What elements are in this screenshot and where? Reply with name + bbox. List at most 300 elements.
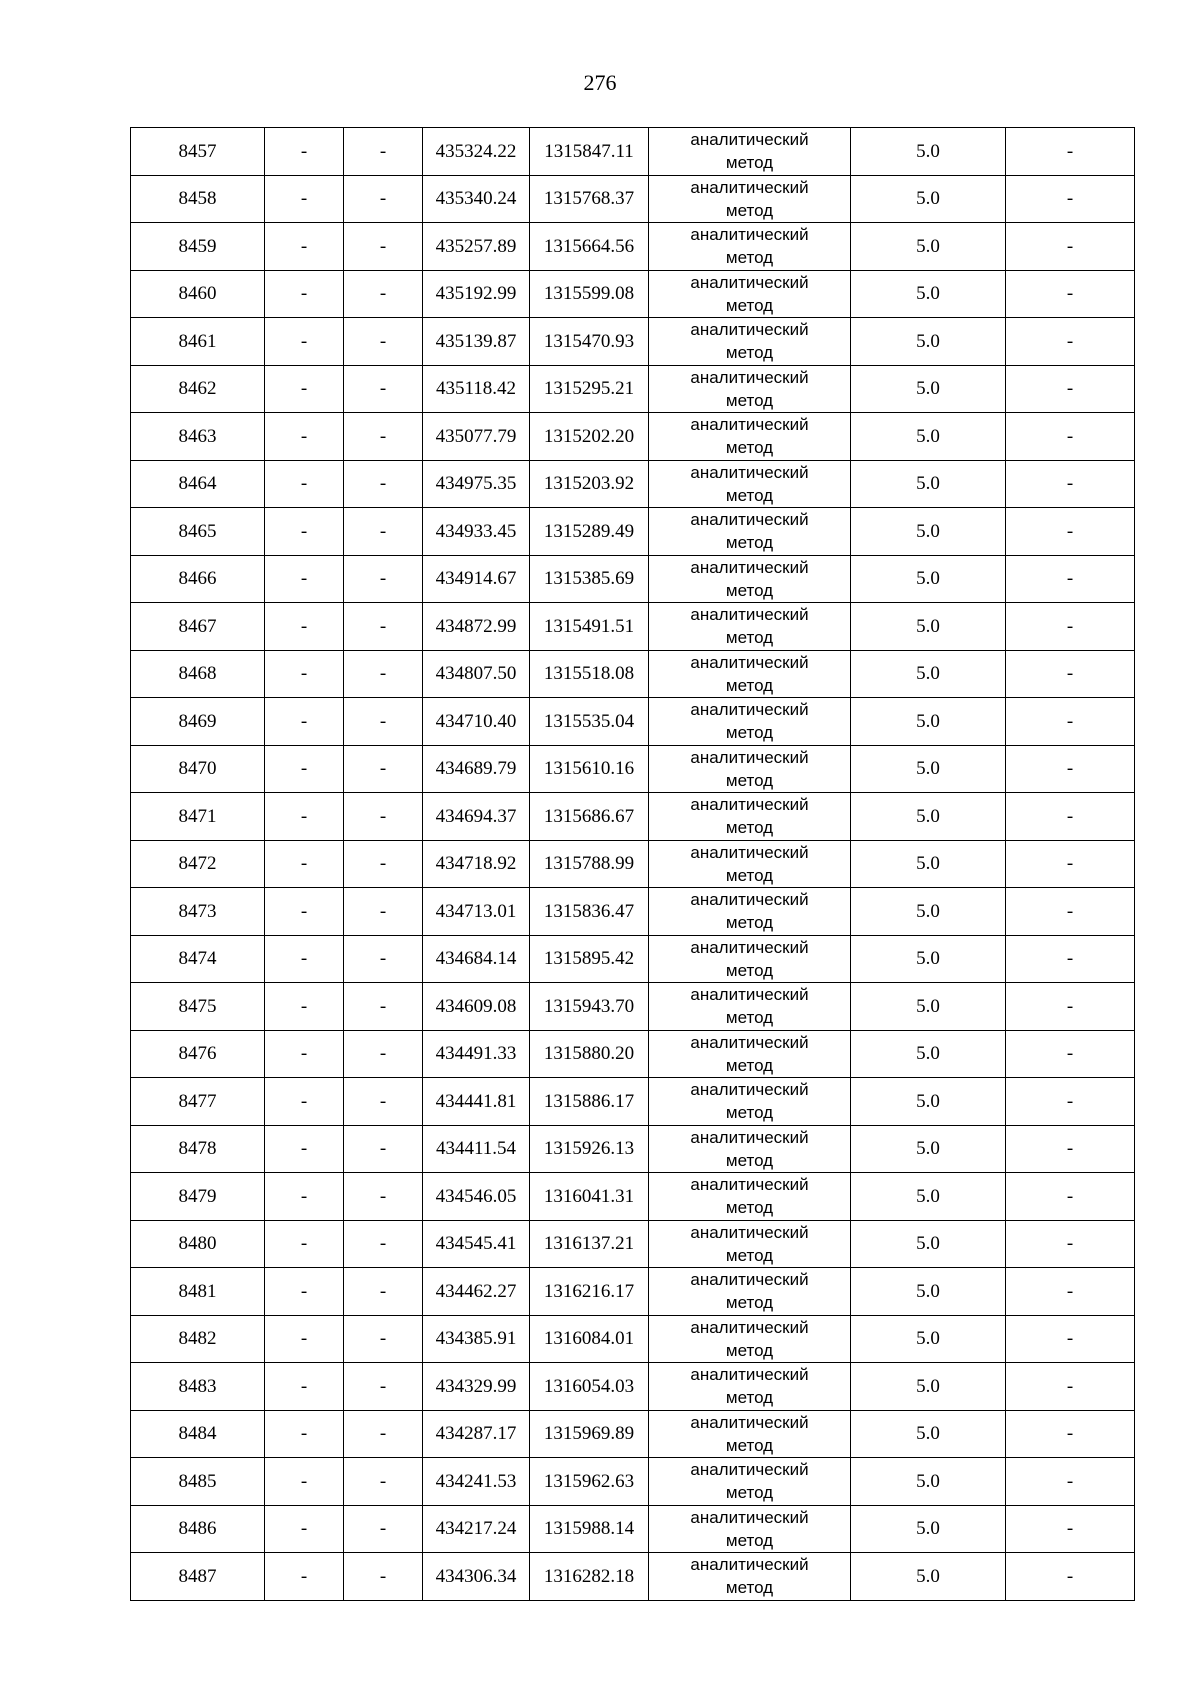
method-line-1: аналитический xyxy=(690,1460,809,1480)
point-number-cell: 8462 xyxy=(131,365,265,413)
y-coordinate-cell: 1316137.21 xyxy=(530,1220,649,1268)
note-cell: - xyxy=(1006,1173,1135,1221)
method-line-2: метод xyxy=(725,438,774,458)
y-coordinate-cell: 1315295.21 xyxy=(530,365,649,413)
table-row xyxy=(131,318,1135,366)
method-cell xyxy=(649,318,851,366)
empty-value-cell: - xyxy=(265,745,344,793)
method-cell xyxy=(649,1125,851,1173)
method-cell xyxy=(649,1553,851,1601)
method-line-1: аналитический xyxy=(690,605,809,625)
y-coordinate-cell: 1315385.69 xyxy=(530,555,649,603)
y-coordinate-cell: 1315599.08 xyxy=(530,270,649,318)
table-row xyxy=(131,508,1135,556)
empty-value-cell: - xyxy=(344,1553,423,1601)
method-line-2: метод xyxy=(725,200,774,220)
empty-value-cell: - xyxy=(265,175,344,223)
accuracy-cell: 5.0 xyxy=(851,603,1006,651)
method-line-1: аналитический xyxy=(690,1555,809,1575)
accuracy-cell: 5.0 xyxy=(851,175,1006,223)
x-coordinate-cell: 434441.81 xyxy=(423,1078,530,1126)
point-number-cell: 8469 xyxy=(131,698,265,746)
method-line-1: аналитический xyxy=(690,367,809,387)
empty-value-cell: - xyxy=(344,1315,423,1363)
point-number-cell: 8465 xyxy=(131,508,265,556)
method-line-1: аналитический xyxy=(690,462,809,482)
point-number-cell: 8468 xyxy=(131,650,265,698)
table-row xyxy=(131,1363,1135,1411)
note-cell: - xyxy=(1006,1078,1135,1126)
accuracy-cell: 5.0 xyxy=(851,745,1006,793)
note-cell: - xyxy=(1006,365,1135,413)
point-number-cell: 8459 xyxy=(131,223,265,271)
point-number-cell: 8483 xyxy=(131,1363,265,1411)
point-number-cell: 8473 xyxy=(131,888,265,936)
empty-value-cell: - xyxy=(344,603,423,651)
method-line-2: метод xyxy=(725,533,774,553)
note-cell: - xyxy=(1006,128,1135,176)
method-cell xyxy=(649,745,851,793)
method-line-1: аналитический xyxy=(690,1507,809,1527)
method-cell xyxy=(649,1315,851,1363)
empty-value-cell: - xyxy=(344,1458,423,1506)
method-cell xyxy=(649,223,851,271)
x-coordinate-cell: 435118.42 xyxy=(423,365,530,413)
table-row xyxy=(131,935,1135,983)
x-coordinate-cell: 434914.67 xyxy=(423,555,530,603)
table-row xyxy=(131,1410,1135,1458)
y-coordinate-cell: 1315518.08 xyxy=(530,650,649,698)
method-line-1: аналитический xyxy=(690,652,809,672)
method-line-2: метод xyxy=(725,485,774,505)
empty-value-cell: - xyxy=(265,1125,344,1173)
point-number-cell: 8475 xyxy=(131,983,265,1031)
method-line-2: метод xyxy=(725,248,774,268)
method-line-1: аналитический xyxy=(690,272,809,292)
table-row xyxy=(131,1173,1135,1221)
empty-value-cell: - xyxy=(265,840,344,888)
empty-value-cell: - xyxy=(344,318,423,366)
y-coordinate-cell: 1315836.47 xyxy=(530,888,649,936)
point-number-cell: 8485 xyxy=(131,1458,265,1506)
point-number-cell: 8481 xyxy=(131,1268,265,1316)
point-number-cell: 8466 xyxy=(131,555,265,603)
accuracy-cell: 5.0 xyxy=(851,1173,1006,1221)
point-number-cell: 8463 xyxy=(131,413,265,461)
note-cell: - xyxy=(1006,650,1135,698)
method-cell xyxy=(649,983,851,1031)
empty-value-cell: - xyxy=(344,223,423,271)
method-line-1: аналитический xyxy=(690,1032,809,1052)
table-row xyxy=(131,745,1135,793)
empty-value-cell: - xyxy=(265,1173,344,1221)
method-line-1: аналитический xyxy=(690,1365,809,1385)
method-line-2: метод xyxy=(725,1008,774,1028)
method-cell xyxy=(649,1078,851,1126)
table-row xyxy=(131,1220,1135,1268)
method-line-1: аналитический xyxy=(690,890,809,910)
table-row xyxy=(131,698,1135,746)
method-line-1: аналитический xyxy=(690,177,809,197)
accuracy-cell: 5.0 xyxy=(851,460,1006,508)
method-line-1: аналитический xyxy=(690,795,809,815)
method-cell xyxy=(649,1173,851,1221)
method-cell xyxy=(649,793,851,841)
note-cell: - xyxy=(1006,460,1135,508)
x-coordinate-cell: 434933.45 xyxy=(423,508,530,556)
empty-value-cell: - xyxy=(344,1220,423,1268)
x-coordinate-cell: 434609.08 xyxy=(423,983,530,1031)
table-row xyxy=(131,603,1135,651)
method-line-2: метод xyxy=(725,723,774,743)
y-coordinate-cell: 1315470.93 xyxy=(530,318,649,366)
accuracy-cell: 5.0 xyxy=(851,318,1006,366)
method-line-1: аналитический xyxy=(690,415,809,435)
accuracy-cell: 5.0 xyxy=(851,270,1006,318)
method-line-2: метод xyxy=(725,675,774,695)
y-coordinate-cell: 1315768.37 xyxy=(530,175,649,223)
method-line-2: метод xyxy=(725,1530,774,1550)
point-number-cell: 8477 xyxy=(131,1078,265,1126)
method-line-1: аналитический xyxy=(690,700,809,720)
method-cell xyxy=(649,935,851,983)
empty-value-cell: - xyxy=(265,1458,344,1506)
accuracy-cell: 5.0 xyxy=(851,1125,1006,1173)
empty-value-cell: - xyxy=(265,1553,344,1601)
table-row xyxy=(131,650,1135,698)
y-coordinate-cell: 1315926.13 xyxy=(530,1125,649,1173)
table-row xyxy=(131,1030,1135,1078)
method-line-2: метод xyxy=(725,865,774,885)
table-row xyxy=(131,793,1135,841)
y-coordinate-cell: 1316282.18 xyxy=(530,1553,649,1601)
note-cell: - xyxy=(1006,1363,1135,1411)
accuracy-cell: 5.0 xyxy=(851,1458,1006,1506)
point-number-cell: 8478 xyxy=(131,1125,265,1173)
method-cell xyxy=(649,1220,851,1268)
accuracy-cell: 5.0 xyxy=(851,650,1006,698)
empty-value-cell: - xyxy=(265,603,344,651)
method-cell xyxy=(649,650,851,698)
method-line-2: метод xyxy=(725,960,774,980)
table-row xyxy=(131,1553,1135,1601)
accuracy-cell: 5.0 xyxy=(851,888,1006,936)
empty-value-cell: - xyxy=(344,508,423,556)
method-line-2: метод xyxy=(725,770,774,790)
y-coordinate-cell: 1315969.89 xyxy=(530,1410,649,1458)
empty-value-cell: - xyxy=(344,888,423,936)
note-cell: - xyxy=(1006,793,1135,841)
note-cell: - xyxy=(1006,1458,1135,1506)
method-cell xyxy=(649,460,851,508)
empty-value-cell: - xyxy=(265,1505,344,1553)
method-line-2: метод xyxy=(725,1388,774,1408)
method-line-2: метод xyxy=(725,1150,774,1170)
note-cell: - xyxy=(1006,698,1135,746)
method-line-1: аналитический xyxy=(690,510,809,530)
y-coordinate-cell: 1315847.11 xyxy=(530,128,649,176)
empty-value-cell: - xyxy=(265,698,344,746)
method-cell xyxy=(649,840,851,888)
method-line-2: метод xyxy=(725,1293,774,1313)
point-number-cell: 8460 xyxy=(131,270,265,318)
x-coordinate-cell: 435139.87 xyxy=(423,318,530,366)
x-coordinate-cell: 434807.50 xyxy=(423,650,530,698)
method-line-1: аналитический xyxy=(690,937,809,957)
method-line-2: метод xyxy=(725,818,774,838)
method-line-1: аналитический xyxy=(690,1175,809,1195)
method-line-1: аналитический xyxy=(690,985,809,1005)
method-cell xyxy=(649,1410,851,1458)
point-number-cell: 8472 xyxy=(131,840,265,888)
empty-value-cell: - xyxy=(265,650,344,698)
accuracy-cell: 5.0 xyxy=(851,840,1006,888)
point-number-cell: 8480 xyxy=(131,1220,265,1268)
method-cell xyxy=(649,175,851,223)
note-cell: - xyxy=(1006,1030,1135,1078)
y-coordinate-cell: 1316216.17 xyxy=(530,1268,649,1316)
method-cell xyxy=(649,1458,851,1506)
y-coordinate-cell: 1315664.56 xyxy=(530,223,649,271)
method-line-2: метод xyxy=(725,1483,774,1503)
accuracy-cell: 5.0 xyxy=(851,1410,1006,1458)
table-body xyxy=(131,128,1135,1601)
note-cell: - xyxy=(1006,1505,1135,1553)
method-line-1: аналитический xyxy=(690,842,809,862)
table-row xyxy=(131,1505,1135,1553)
empty-value-cell: - xyxy=(265,1363,344,1411)
point-number-cell: 8467 xyxy=(131,603,265,651)
empty-value-cell: - xyxy=(265,1078,344,1126)
empty-value-cell: - xyxy=(344,1363,423,1411)
method-cell xyxy=(649,508,851,556)
note-cell: - xyxy=(1006,1315,1135,1363)
method-line-1: аналитический xyxy=(690,225,809,245)
empty-value-cell: - xyxy=(265,318,344,366)
x-coordinate-cell: 434491.33 xyxy=(423,1030,530,1078)
accuracy-cell: 5.0 xyxy=(851,793,1006,841)
accuracy-cell: 5.0 xyxy=(851,1268,1006,1316)
point-number-cell: 8470 xyxy=(131,745,265,793)
accuracy-cell: 5.0 xyxy=(851,935,1006,983)
method-line-2: метод xyxy=(725,1245,774,1265)
method-line-2: метод xyxy=(725,628,774,648)
table-row xyxy=(131,413,1135,461)
note-cell: - xyxy=(1006,1553,1135,1601)
empty-value-cell: - xyxy=(265,223,344,271)
x-coordinate-cell: 434287.17 xyxy=(423,1410,530,1458)
x-coordinate-cell: 434241.53 xyxy=(423,1458,530,1506)
note-cell: - xyxy=(1006,935,1135,983)
empty-value-cell: - xyxy=(344,1173,423,1221)
empty-value-cell: - xyxy=(265,508,344,556)
table-row xyxy=(131,1268,1135,1316)
empty-value-cell: - xyxy=(265,935,344,983)
empty-value-cell: - xyxy=(265,460,344,508)
method-line-2: метод xyxy=(725,1578,774,1598)
empty-value-cell: - xyxy=(344,175,423,223)
note-cell: - xyxy=(1006,555,1135,603)
point-number-cell: 8471 xyxy=(131,793,265,841)
empty-value-cell: - xyxy=(344,840,423,888)
point-number-cell: 8461 xyxy=(131,318,265,366)
y-coordinate-cell: 1315535.04 xyxy=(530,698,649,746)
method-line-1: аналитический xyxy=(690,1317,809,1337)
accuracy-cell: 5.0 xyxy=(851,508,1006,556)
point-number-cell: 8476 xyxy=(131,1030,265,1078)
empty-value-cell: - xyxy=(265,413,344,461)
method-cell xyxy=(649,698,851,746)
method-line-1: аналитический xyxy=(690,557,809,577)
y-coordinate-cell: 1316084.01 xyxy=(530,1315,649,1363)
empty-value-cell: - xyxy=(344,128,423,176)
accuracy-cell: 5.0 xyxy=(851,555,1006,603)
y-coordinate-cell: 1315988.14 xyxy=(530,1505,649,1553)
point-number-cell: 8464 xyxy=(131,460,265,508)
accuracy-cell: 5.0 xyxy=(851,983,1006,1031)
note-cell: - xyxy=(1006,270,1135,318)
table-row xyxy=(131,128,1135,176)
method-line-1: аналитический xyxy=(690,1127,809,1147)
x-coordinate-cell: 434710.40 xyxy=(423,698,530,746)
empty-value-cell: - xyxy=(344,1078,423,1126)
empty-value-cell: - xyxy=(265,1030,344,1078)
empty-value-cell: - xyxy=(265,365,344,413)
table-row xyxy=(131,840,1135,888)
table-row xyxy=(131,888,1135,936)
method-cell xyxy=(649,1363,851,1411)
x-coordinate-cell: 434718.92 xyxy=(423,840,530,888)
table-row xyxy=(131,270,1135,318)
accuracy-cell: 5.0 xyxy=(851,1030,1006,1078)
accuracy-cell: 5.0 xyxy=(851,1363,1006,1411)
table-row xyxy=(131,365,1135,413)
accuracy-cell: 5.0 xyxy=(851,1553,1006,1601)
empty-value-cell: - xyxy=(265,1268,344,1316)
point-number-cell: 8487 xyxy=(131,1553,265,1601)
empty-value-cell: - xyxy=(344,983,423,1031)
note-cell: - xyxy=(1006,223,1135,271)
note-cell: - xyxy=(1006,745,1135,793)
method-line-2: метод xyxy=(725,153,774,173)
method-line-1: аналитический xyxy=(690,1412,809,1432)
method-line-2: метод xyxy=(725,390,774,410)
method-cell xyxy=(649,128,851,176)
method-line-1: аналитический xyxy=(690,130,809,150)
note-cell: - xyxy=(1006,508,1135,556)
method-line-1: аналитический xyxy=(690,1080,809,1100)
empty-value-cell: - xyxy=(265,888,344,936)
y-coordinate-cell: 1315962.63 xyxy=(530,1458,649,1506)
empty-value-cell: - xyxy=(344,935,423,983)
y-coordinate-cell: 1316041.31 xyxy=(530,1173,649,1221)
point-number-cell: 8457 xyxy=(131,128,265,176)
accuracy-cell: 5.0 xyxy=(851,1220,1006,1268)
method-line-2: метод xyxy=(725,295,774,315)
point-number-cell: 8474 xyxy=(131,935,265,983)
empty-value-cell: - xyxy=(344,270,423,318)
table-row xyxy=(131,460,1135,508)
empty-value-cell: - xyxy=(344,1125,423,1173)
table-row xyxy=(131,1458,1135,1506)
method-line-2: метод xyxy=(725,1103,774,1123)
method-line-1: аналитический xyxy=(690,320,809,340)
point-number-cell: 8479 xyxy=(131,1173,265,1221)
empty-value-cell: - xyxy=(344,1268,423,1316)
empty-value-cell: - xyxy=(265,128,344,176)
x-coordinate-cell: 434545.41 xyxy=(423,1220,530,1268)
empty-value-cell: - xyxy=(265,1220,344,1268)
accuracy-cell: 5.0 xyxy=(851,223,1006,271)
x-coordinate-cell: 435077.79 xyxy=(423,413,530,461)
y-coordinate-cell: 1315788.99 xyxy=(530,840,649,888)
accuracy-cell: 5.0 xyxy=(851,128,1006,176)
method-cell xyxy=(649,270,851,318)
empty-value-cell: - xyxy=(344,745,423,793)
y-coordinate-cell: 1315943.70 xyxy=(530,983,649,1031)
x-coordinate-cell: 434975.35 xyxy=(423,460,530,508)
y-coordinate-cell: 1315886.17 xyxy=(530,1078,649,1126)
method-cell xyxy=(649,1268,851,1316)
table-row xyxy=(131,983,1135,1031)
method-cell xyxy=(649,888,851,936)
y-coordinate-cell: 1315610.16 xyxy=(530,745,649,793)
empty-value-cell: - xyxy=(265,983,344,1031)
method-cell xyxy=(649,555,851,603)
x-coordinate-cell: 434329.99 xyxy=(423,1363,530,1411)
empty-value-cell: - xyxy=(265,1410,344,1458)
accuracy-cell: 5.0 xyxy=(851,1078,1006,1126)
table-row xyxy=(131,1125,1135,1173)
x-coordinate-cell: 434684.14 xyxy=(423,935,530,983)
x-coordinate-cell: 434689.79 xyxy=(423,745,530,793)
empty-value-cell: - xyxy=(265,555,344,603)
coordinates-table xyxy=(130,127,1135,1601)
empty-value-cell: - xyxy=(344,365,423,413)
accuracy-cell: 5.0 xyxy=(851,1505,1006,1553)
x-coordinate-cell: 435192.99 xyxy=(423,270,530,318)
note-cell: - xyxy=(1006,840,1135,888)
y-coordinate-cell: 1315202.20 xyxy=(530,413,649,461)
x-coordinate-cell: 435324.22 xyxy=(423,128,530,176)
accuracy-cell: 5.0 xyxy=(851,1315,1006,1363)
method-line-1: аналитический xyxy=(690,1222,809,1242)
method-cell xyxy=(649,413,851,461)
x-coordinate-cell: 434694.37 xyxy=(423,793,530,841)
table-row xyxy=(131,555,1135,603)
method-cell xyxy=(649,1505,851,1553)
note-cell: - xyxy=(1006,1268,1135,1316)
point-number-cell: 8484 xyxy=(131,1410,265,1458)
method-line-2: метод xyxy=(725,1055,774,1075)
point-number-cell: 8486 xyxy=(131,1505,265,1553)
y-coordinate-cell: 1316054.03 xyxy=(530,1363,649,1411)
note-cell: - xyxy=(1006,888,1135,936)
method-line-2: метод xyxy=(725,1198,774,1218)
note-cell: - xyxy=(1006,1125,1135,1173)
table-row xyxy=(131,175,1135,223)
empty-value-cell: - xyxy=(265,1315,344,1363)
table-row xyxy=(131,1078,1135,1126)
empty-value-cell: - xyxy=(344,555,423,603)
method-cell xyxy=(649,1030,851,1078)
x-coordinate-cell: 434462.27 xyxy=(423,1268,530,1316)
point-number-cell: 8458 xyxy=(131,175,265,223)
y-coordinate-cell: 1315880.20 xyxy=(530,1030,649,1078)
method-line-1: аналитический xyxy=(690,1270,809,1290)
method-line-2: метод xyxy=(725,1340,774,1360)
table-row xyxy=(131,1315,1135,1363)
